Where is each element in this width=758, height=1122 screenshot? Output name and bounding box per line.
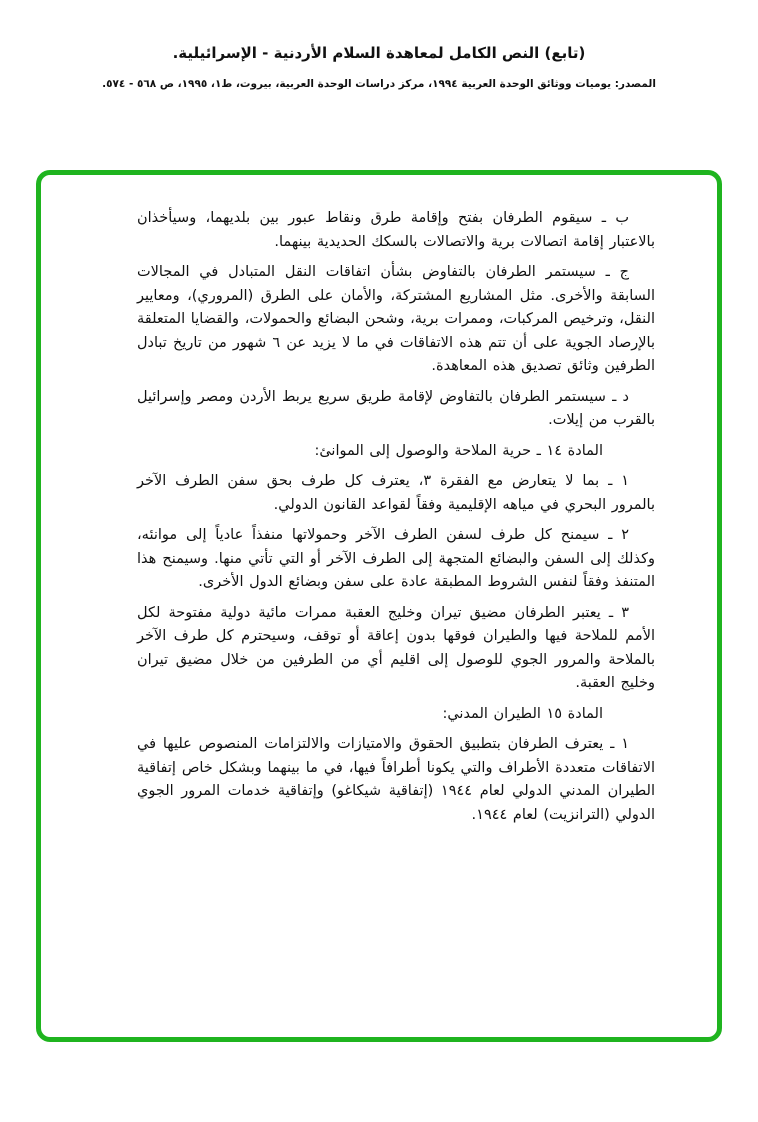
article-14-clause-1: ١ ـ بما لا يتعارض مع الفقرة ٣، يعترف كل طرف بحق سفن الطرف الآخر بالمرور البحري في مياهه الإقليمية وفقاً لقواعد القانون الدولي. (137, 473, 655, 513)
document-body (137, 207, 655, 827)
paragraph-j: ج ـ سيستمر الطرفان بالتفاوض بشأن اتفاقات النقل المتبادل في المجالات السابقة والأخرى. مثل المشاريع المشتركة، والأمان على الطرق (المروري)، ومعايير النقل، وترخيص المركبات، وممرات برية، وشحن البضائع والحمولات، والقضايا المتعلقة بالإرصاد الجوية على أن تتم هذه الاتفاقات في ما لا يزيد عن ٦ شهور من تاريخ تبادل الطرفين وثائق تصديق هذه المعاهدة. (137, 264, 655, 374)
highlight-box (36, 170, 722, 1042)
document-source-line: المصدر: يوميات ووثائق الوحدة العربية ١٩٩٤، مركز دراسات الوحدة العربية، بيروت، ط١، ١٩٩٥، ص ٥٦٨ - ٥٧٤. (102, 78, 656, 90)
article-15-heading: المادة ١٥ الطيران المدني: (442, 705, 603, 722)
paragraph-d: د ـ سيستمر الطرفان بالتفاوض لإقامة طريق سريع يربط الأردن ومصر وإسرائيل بالقرب من إيلات. (137, 388, 655, 428)
article-14-heading: المادة ١٤ ـ حرية الملاحة والوصول إلى الموانئ: (314, 442, 603, 459)
article-14-clause-2: ٢ ـ سيمنح كل طرف لسفن الطرف الآخر وحمولاتها منفذاً عادياً إلى موانئه، وكذلك إلى السفن والبضائع المتجهة إلى الطرف الآخر أو التي تأتي منها. وسيمنح هذا المتنفذ وفقاً لنفس الشروط المطبقة عادة على سفن وبضائع الدول الأخرى. (137, 527, 655, 590)
article-14-clause-3: ٣ ـ يعتبر الطرفان مضيق تيران وخليج العقبة ممرات مائية دولية مفتوحة لكل الأمم للملاحة فيها والطيران فوقها بدون إعاقة أو توقف، وسيحترم كل طرف الآخر بالملاحة والمرور الجوي للوصول إلى اقليم أي من الطرفين من خلال مضيق تيران وخليج العقبة. (137, 604, 655, 691)
page-header (0, 44, 758, 90)
article-15-clause-1: ١ ـ يعترف الطرفان بتطبيق الحقوق والامتيازات والالتزامات المنصوص عليها في الاتفاقات متعددة الأطراف والتي يكونا أطرافاً فيها، في ما بينهما وبشكل خاص إتفاقية الطيران المدني الدولي لعام ١٩٤٤ (إتفاقية شيكاغو) وإتفاقية خدمات المرور الجوي الدولي (الترانزيت) لعام ١٩٤٤. (137, 736, 655, 823)
document-title: (تابع) النص الكامل لمعاهدة السلام الأردنية - الإسرائيلية. (172, 44, 586, 62)
paragraph-b: ب ـ سيقوم الطرفان بفتح وإقامة طرق ونقاط عبور بين بلديهما، وسيأخذان بالاعتبار إقامة اتصالات برية والاتصالات بالسكك الحديدية بينهما. (137, 210, 655, 250)
